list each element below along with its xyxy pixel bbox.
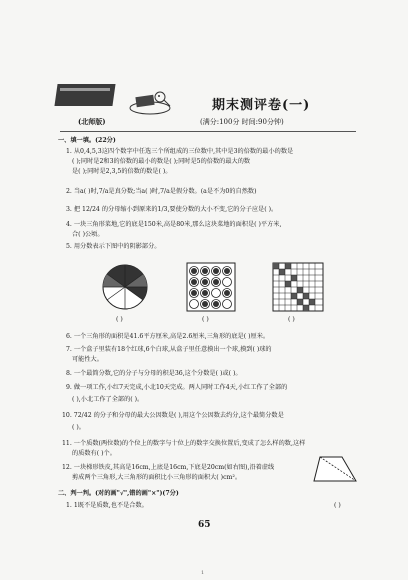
q1-line1: 1. 从0,4,5,3这四个数字中任选三个所组成的三位数中,其中是3的倍数的最小的数是 [66, 148, 294, 155]
judge-q1-text: 1. 1既不是质数,也不是合数。 [66, 502, 148, 509]
q5-answer-3: ( ) [288, 316, 295, 323]
mascot-illustration-icon [126, 88, 174, 116]
q1-line3: 是( );同时是2,3,5的倍数的数是( )。 [72, 168, 172, 175]
footer-mark: 1 [201, 570, 205, 576]
q7-line1: 7. 一个盒子里装有18个红球,6个白球,从盒子里任意摸出一个球,摸到( )球的 [66, 346, 272, 353]
q5-answer-1: ( ) [116, 316, 123, 323]
q3-text: 3. 把 12/24 的分母缩小到原来的1/3,要使分数的大小不变,它的分子应是( )。 [66, 206, 278, 213]
edition-label: (北师版) [78, 117, 106, 126]
circle-fraction-figure [100, 262, 150, 312]
q5-answer-2: ( ) [202, 316, 209, 323]
q2-text: 2. 当a( )时,7/a是真分数;当a( )时,7/a是假分数。(a是不为0的自然数) [66, 188, 257, 195]
page-number: 65 [198, 520, 211, 530]
q8-text: 8. 一个最简分数,它的分子与分母的积是36,这个分数是( )或( )。 [66, 370, 242, 377]
q12-line2: 剪成两个三角形,大三角形的面积比小三角形的面积大( )cm²。 [72, 474, 242, 481]
q10-line1: 10. 72/42 的分子和分母的最大公因数是( ),用这个公因数去约分,这个最简分数是 [62, 412, 284, 419]
q11-line1: 11. 一个质数(两位数)的个位上的数字与十位上的数字交换位置后,变成了怎么样的数,这样 [62, 440, 306, 447]
page-title: 期末测评卷(一) [212, 98, 311, 113]
q6-text: 6. 一个三角形的面积是41.6平方厘米,高是2.6厘米,三角形的底是( )厘米。 [66, 333, 270, 340]
grid-fraction-figure [272, 262, 324, 312]
circles-grid-figure [186, 262, 236, 312]
section2-heading: 二、判一判。(对的画"√",错的画"×")(7分) [58, 490, 179, 497]
section1-heading: 一、填一填。(22分) [58, 137, 116, 144]
score-time-info: (满分:100分 时间:90分钟) [200, 118, 284, 126]
q9-line1: 9. 做一项工作,小红7天完成,小北10天完成。两人同时工作4天,小红工作了全部的 [66, 384, 288, 391]
banner-decoration [60, 88, 110, 91]
q5-text: 5. 用分数表示下图中的阴影部分。 [66, 243, 161, 250]
q9-line2: ( ),小北工作了全部的( )。 [72, 396, 144, 403]
q11-line2: 的质数有( )个。 [72, 450, 116, 457]
judge-q1-answer: ( ) [334, 502, 341, 509]
q12-line1: 12. 一块梯形铁皮,其高是16cm,上底是16cm,下底是20cm(如右图),沿着虚线 [62, 464, 275, 471]
header-divider [60, 131, 356, 132]
q7-line2: 可能性大。 [72, 356, 103, 363]
trapezoid-figure [312, 454, 358, 484]
q10-line2: ( )。 [72, 424, 85, 431]
q4-line2: 合( )公顷。 [72, 231, 104, 238]
q1-line2: ( );同时是2和3的倍数的最小的数是( );同时是5的倍数的最大的数 [72, 158, 251, 165]
q4-line1: 4. 一块三角形菜地,它的底是150米,高是80米,那么这块菜地的面积是( )平方米, [66, 221, 282, 228]
